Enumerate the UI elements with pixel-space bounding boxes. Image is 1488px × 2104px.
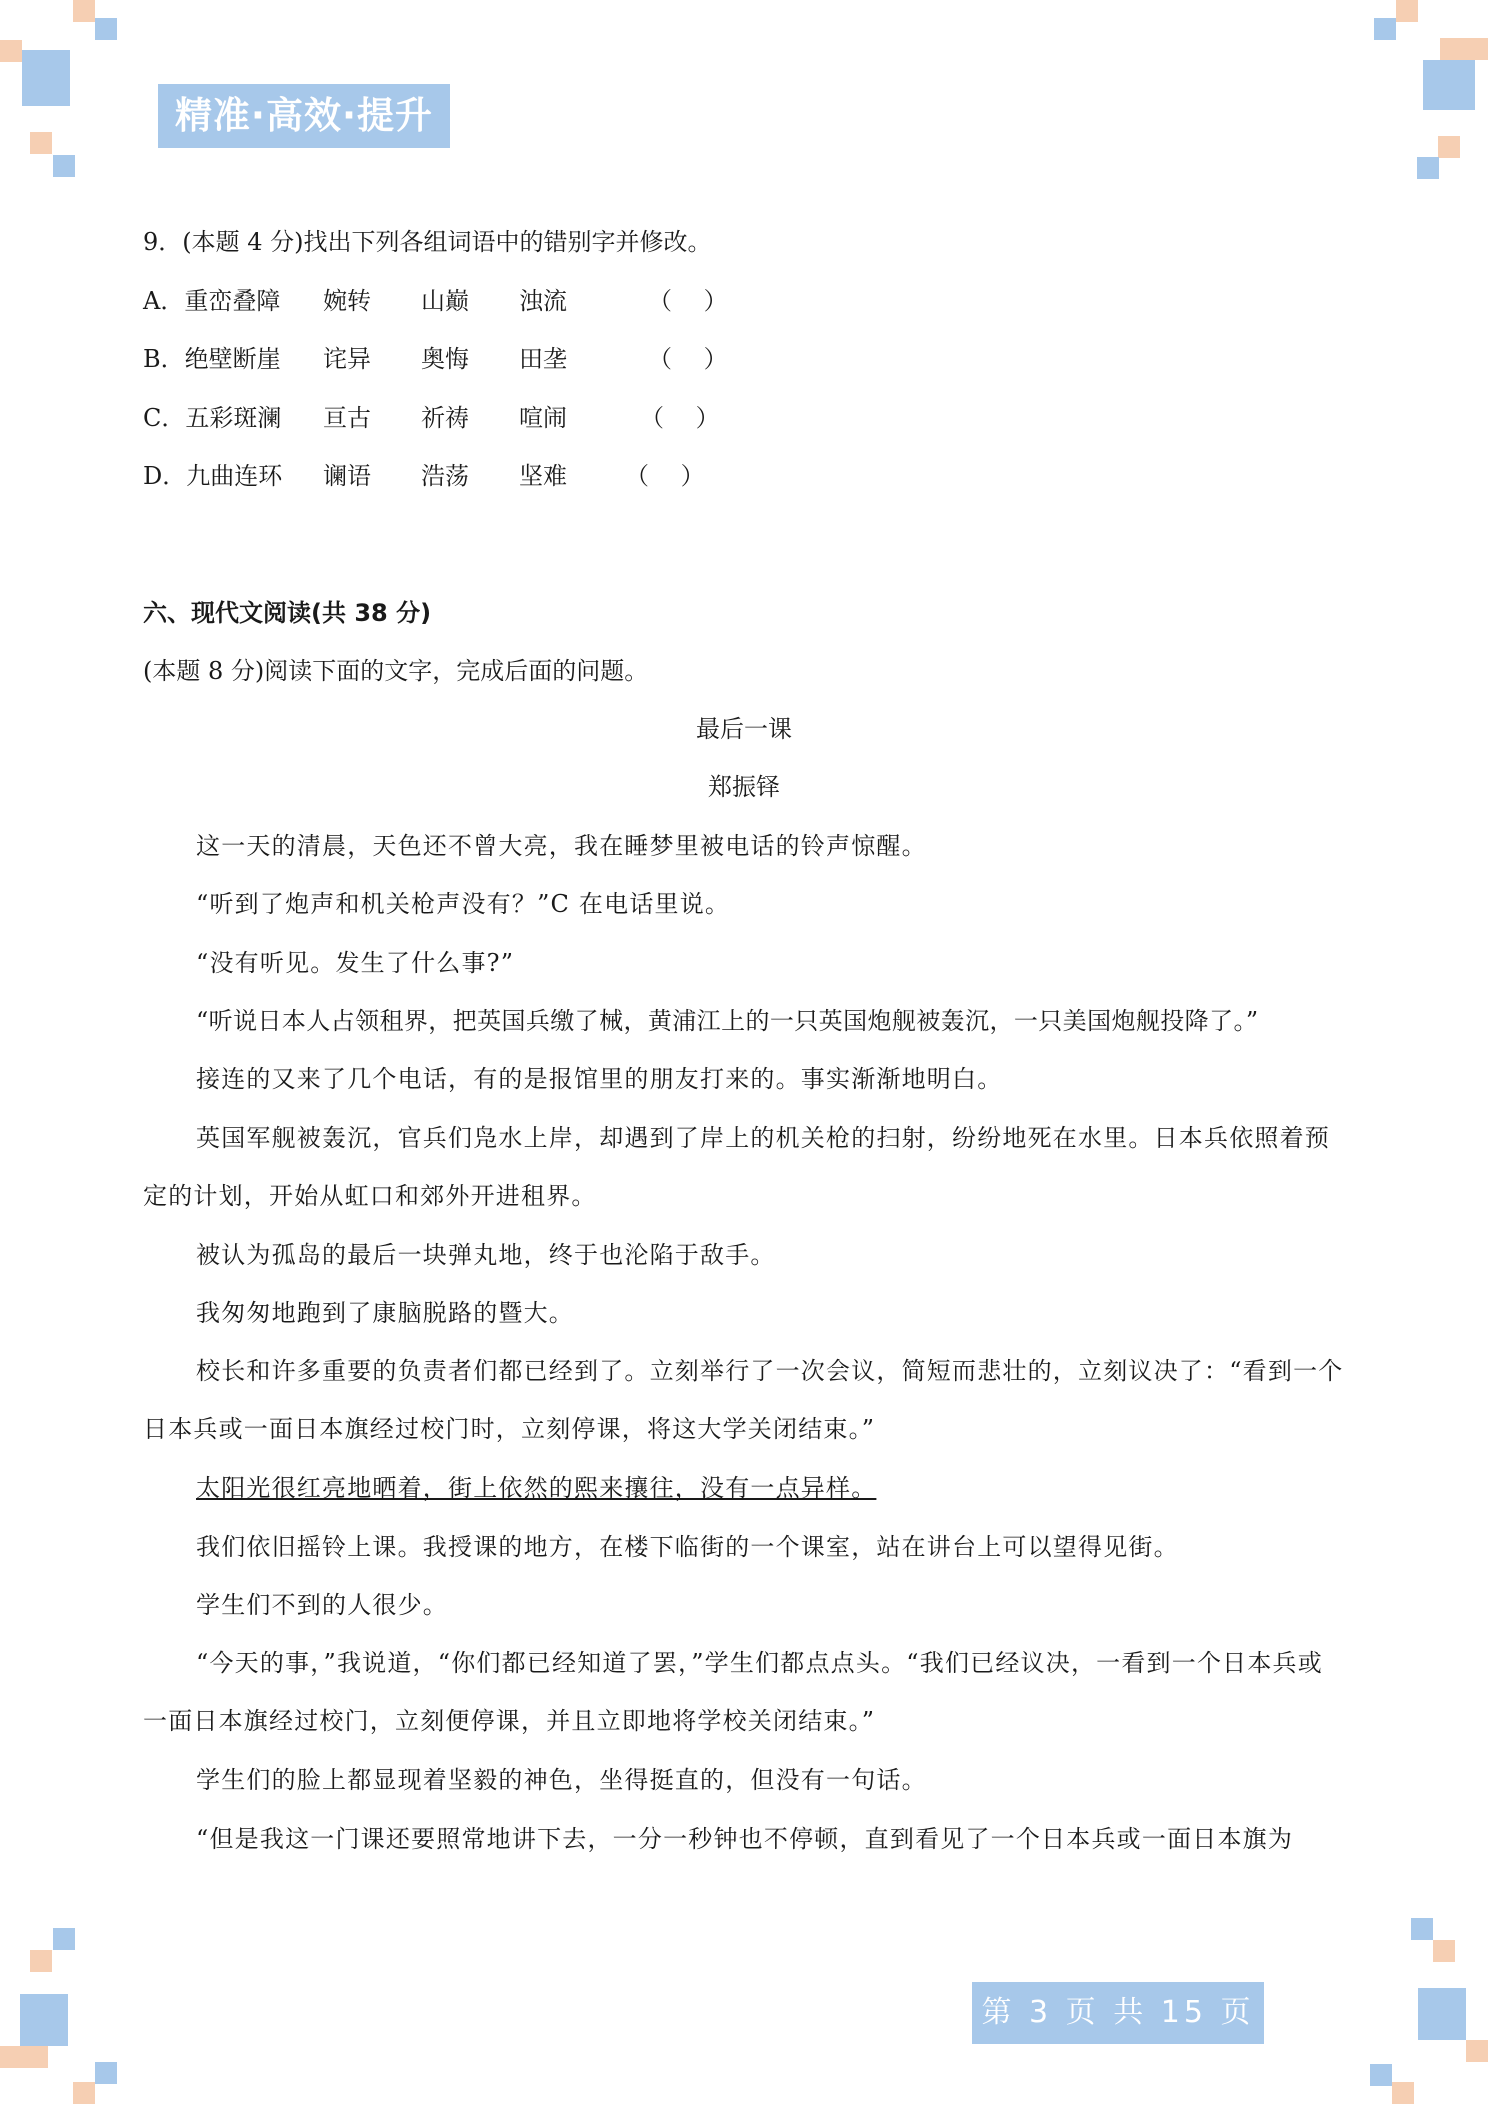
option-label: A．重峦叠障 — [143, 287, 281, 315]
paragraph: 我们依旧摇铃上课。我授课的地方，在楼下临街的一个课室，站在讲台上可以望得见街。 — [196, 1533, 1179, 1561]
underlined-sentence: 太阳光很红亮地晒着，街上依然的熙来攘往，没有一点异样。 — [196, 1474, 877, 1502]
paragraph: “听说日本人占领租界，把英国兵缴了械，黄浦江上的一只英国炮舰被轰沉，一只美国炮舰投降了。” — [196, 1007, 1259, 1035]
option-word: 坚难 — [519, 462, 567, 490]
paragraph: 英国军舰被轰沉，官兵们凫水上岸，却遇到了岸上的机关枪的扫射，纷纷地死在水里。日本兵依照着预定的计划，开始从虹口和郊外开进租界。 — [143, 1124, 1330, 1210]
option-word: 山巅 — [421, 287, 469, 315]
paragraph: 我匆匆地跑到了康脑脱路的暨大。 — [196, 1299, 574, 1327]
question-9-prompt: 9．(本题 4 分)找出下列各组词语中的错别字并修改。 — [143, 228, 712, 256]
option-word: 婉转 — [323, 287, 371, 315]
paragraph: 这一天的清晨，天色还不曾大亮，我在睡梦里被电话的铃声惊醒。 — [196, 832, 927, 860]
option-word: 祈祷 — [421, 404, 469, 432]
paragraph: 校长和许多重要的负责者们都已经到了。立刻举行了一次会议，简短而悲壮的，立刻议决了：“看到一个日本兵或一面日本旗经过校门时，立刻停课，将这大学关闭结束。” — [143, 1357, 1344, 1443]
paragraph: 接连的又来了几个电话，有的是报馆里的朋友打来的。事实渐渐地明白。 — [196, 1065, 1003, 1093]
option-word: 田垄 — [519, 345, 567, 373]
option-word: 浊流 — [519, 287, 567, 315]
answer-blank: （ ） — [640, 404, 720, 432]
page-number: 第 3 页 共 15 页 — [972, 1982, 1264, 2044]
section-instruction: (本题 8 分)阅读下面的文字，完成后面的问题。 — [143, 657, 649, 685]
article-author: 郑振铎 — [708, 773, 780, 801]
option-word: 喧闹 — [519, 404, 567, 432]
paragraph: 被认为孤岛的最后一块弹丸地，终于也沦陷于敌手。 — [196, 1241, 776, 1269]
answer-blank: （ ） — [648, 345, 728, 373]
paragraph-underlined — [143, 1459, 1345, 1517]
paragraph: “没有听见。发生了什么事?” — [196, 949, 515, 977]
option-word: 亘古 — [323, 404, 371, 432]
option-word: 谰语 — [323, 462, 371, 490]
paragraph: “听到了炮声和机关枪声没有？”C 在电话里说。 — [196, 890, 731, 918]
paragraph: 学生们的脸上都显现着坚毅的神色，坐得挺直的，但没有一句话。 — [196, 1766, 927, 1794]
answer-blank: （ ） — [625, 462, 705, 490]
option-word: 奥悔 — [421, 345, 469, 373]
answer-blank: （ ） — [648, 287, 728, 315]
option-word: 诧异 — [323, 345, 371, 373]
option-label: C．五彩斑澜 — [143, 404, 282, 432]
brand-banner: 精准·高效·提升 — [158, 84, 450, 148]
section-heading: 六、现代文阅读(共 38 分) — [143, 599, 432, 627]
option-word: 浩荡 — [421, 462, 469, 490]
paragraph: 学生们不到的人很少。 — [196, 1591, 448, 1619]
option-label: D．九曲连环 — [143, 462, 283, 490]
paragraph: “但是我这一门课还要照常地讲下去，一分一秒钟也不停顿，直到看见了一个日本兵或一面日本旗为 — [196, 1825, 1294, 1853]
article-title: 最后一课 — [696, 715, 792, 743]
paragraph: “今天的事，”我说道，“你们都已经知道了罢，”学生们都点点头。“我们已经议决，一看到一个日本兵或一面日本旗经过校门，立刻便停课，并且立即地将学校关闭结束。” — [143, 1649, 1323, 1735]
option-label: B．绝壁断崖 — [143, 345, 281, 373]
